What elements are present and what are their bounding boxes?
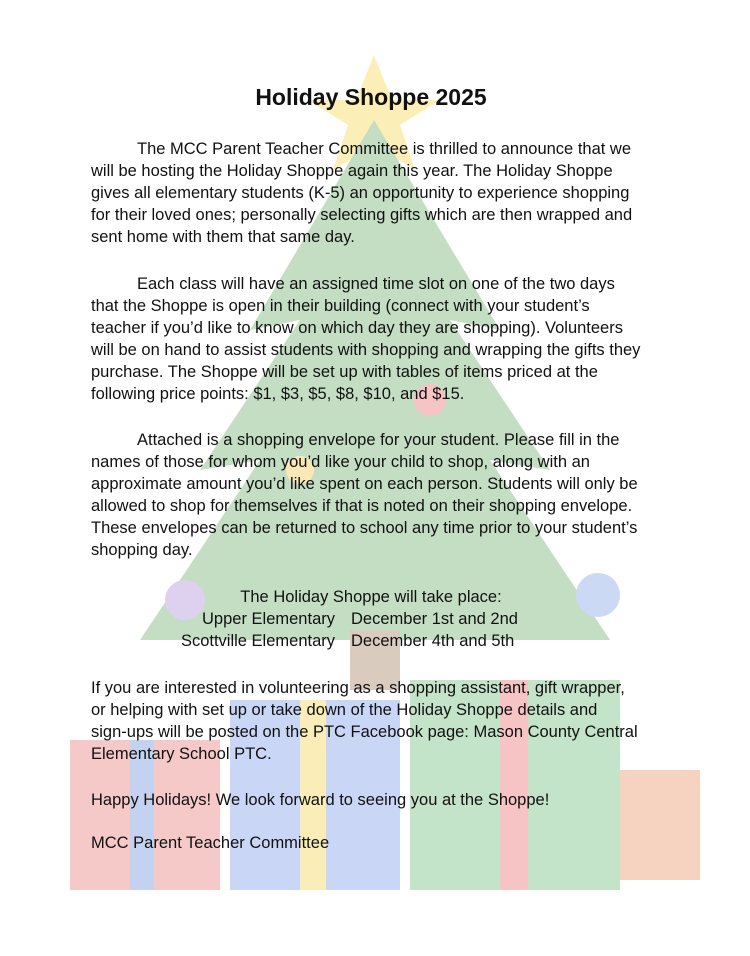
shoppe-dates: December 1st and 2nd [351, 610, 518, 628]
text-line: will be hosting the Holiday Shoppe again this year. The Holiday Shoppe [91, 162, 613, 180]
school-name: Upper Elementary [202, 610, 335, 628]
text-line: following price points: $1, $3, $5, $8, $10, and $15. [91, 385, 465, 403]
page-title: Holiday Shoppe 2025 [255, 84, 487, 110]
text-line: The MCC Parent Teacher Committee is thrilled to announce that we [137, 140, 632, 158]
schedule-row [91, 630, 651, 652]
text-line: teacher if you’d like to know on which day they are shopping). Volunteers [91, 319, 623, 337]
closing-line: Happy Holidays! We look forward to seeing you at the Shoppe! [91, 791, 550, 809]
class-schedule-paragraph [91, 273, 691, 405]
text-line: shopping day. [91, 541, 193, 559]
shoppe-dates: December 4th and 5th [351, 632, 515, 650]
text-line: allowed to shop for themselves if that is noted on their shopping envelope. [91, 497, 633, 515]
text-line: approximate amount you’d like spent on each person. Students will only be [91, 475, 638, 493]
intro-paragraph [91, 138, 691, 248]
text-line: Attached is a shopping envelope for your student. Please fill in the [137, 431, 620, 449]
text-line: Each class will have an assigned time slot on one of the two days [137, 275, 615, 293]
text-line: These envelopes can be returned to school any time prior to your student’s [91, 519, 638, 537]
text-line: gives all elementary students (K-5) an opportunity to experience shopping [91, 184, 630, 202]
signature: MCC Parent Teacher Committee [91, 834, 330, 852]
volunteer-paragraph [91, 677, 691, 765]
schedule-row [91, 608, 651, 630]
envelope-paragraph [91, 429, 691, 561]
text-line: Elementary School PTC. [91, 745, 272, 763]
shoppe-schedule [91, 586, 651, 652]
text-line: If you are interested in volunteering as a shopping assistant, gift wrapper, [91, 679, 625, 697]
text-line: purchase. The Shoppe will be set up with tables of items priced at the [91, 363, 598, 381]
schedule-heading: The Holiday Shoppe will take place: [240, 588, 502, 606]
text-line: sent home with them that same day. [91, 228, 355, 246]
text-line: sign-ups will be posted on the PTC Facebook page: Mason County Central [91, 723, 638, 741]
text-line: names of those for whom you’d like your child to shop, along with an [91, 453, 590, 471]
text-line: that the Shoppe is open in their building (connect with your student’s [91, 297, 590, 315]
text-line: or helping with set up or take down of the Holiday Shoppe details and [91, 701, 598, 719]
text-line: for their loved ones; personally selecting gifts which are then wrapped and [91, 206, 633, 224]
school-name: Scottville Elementary [180, 632, 335, 650]
text-line: will be on hand to assist students with shopping and wrapping the gifts they [91, 341, 641, 359]
